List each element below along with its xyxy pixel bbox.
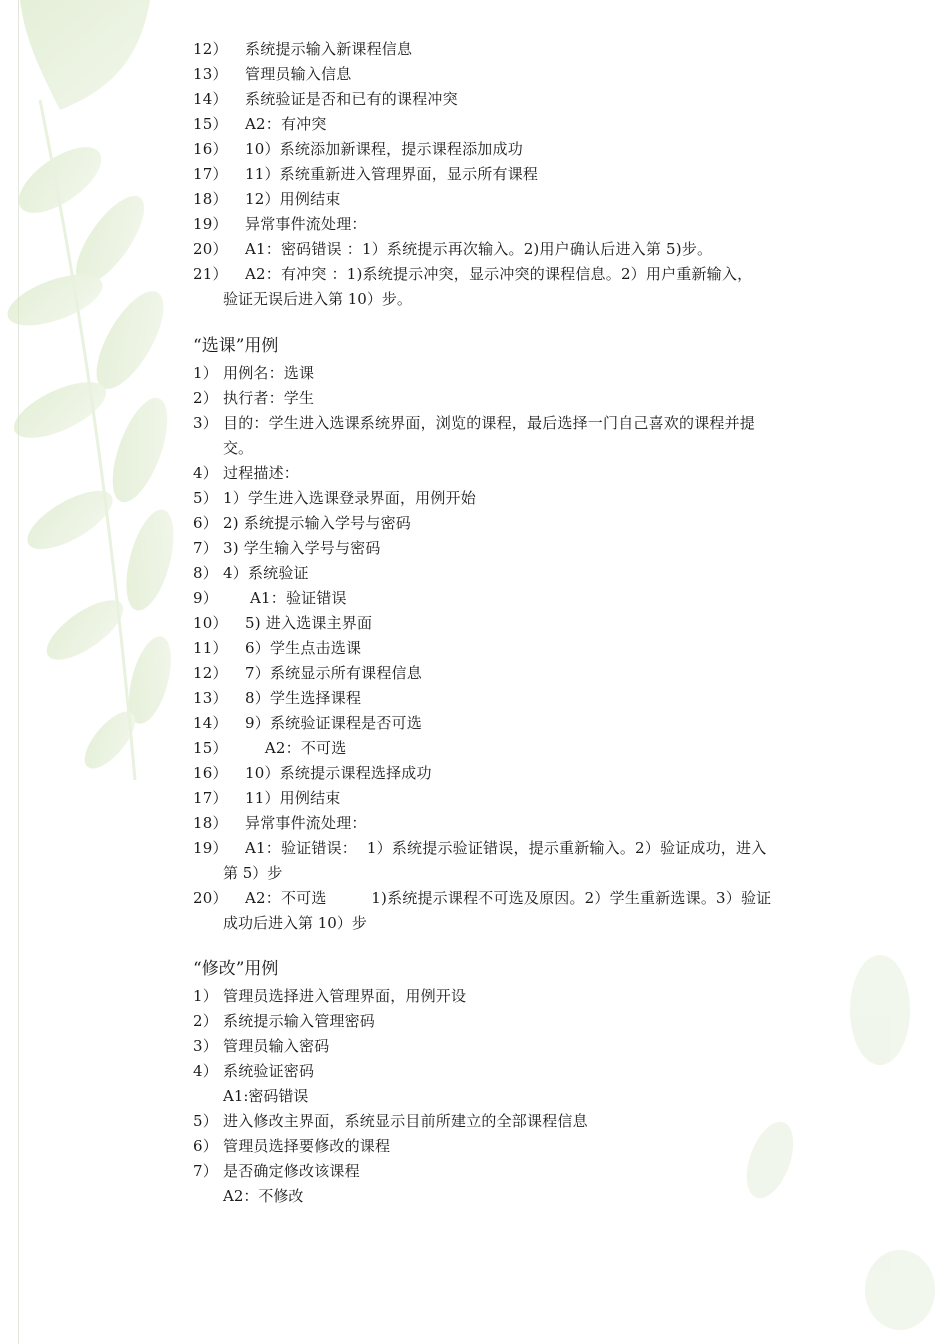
list-item: 7） 3) 学生输入学号与密码 <box>193 539 381 557</box>
list-item: 11） 6）学生点击选课 <box>193 639 362 657</box>
list-item: 2） 系统提示输入管理密码 <box>193 1012 376 1030</box>
list-item: 17） 11）用例结束 <box>193 789 341 807</box>
list-item: 5） 进入修改主界面，系统显示目前所建立的全部课程信息 <box>193 1112 588 1130</box>
list-item-continuation: 成功后进入第 10）步 <box>223 914 367 932</box>
list-item: 18） 异常事件流处理： <box>193 814 367 832</box>
list-item: 20） A2：不可选 1)系统提示课程不可选及原因。2）学生重新选课。3）验证 <box>193 889 772 907</box>
list-item: 6） 2) 系统提示输入学号与密码 <box>193 514 411 532</box>
list-item: 16） 10）系统提示课程选择成功 <box>193 764 432 782</box>
list-item: 20） A1：密码错误 ：1）系统提示再次输入。2)用户确认后进入第 5)步。 <box>193 240 713 258</box>
alt-flow-a2: A2：不修改 <box>223 1187 304 1205</box>
list-item: 19） 异常事件流处理： <box>193 215 367 233</box>
list-item: 6） 管理员选择要修改的课程 <box>193 1137 391 1155</box>
alt-flow-a1: A1:密码错误 <box>223 1087 309 1105</box>
list-item: 15） A2：有冲突 <box>193 115 327 133</box>
list-item: 13） 8）学生选择课程 <box>193 689 362 707</box>
list-item: 15） A2：不可选 <box>193 739 347 757</box>
list-item: 3） 目的：学生进入选课系统界面，浏览的课程，最后选择一门自己喜欢的课程并提 <box>193 414 756 432</box>
list-item: 10） 5) 进入选课主界面 <box>193 614 373 632</box>
list-item: 14） 9）系统验证课程是否可选 <box>193 714 422 732</box>
section-heading-select: “选课”用例 <box>193 336 279 356</box>
list-item: 1） 用例名：选课 <box>193 364 315 382</box>
list-item: 12） 系统提示输入新课程信息 <box>193 40 413 58</box>
list-item: 8） 4）系统验证 <box>193 564 309 582</box>
section-heading-modify: “修改”用例 <box>193 959 279 979</box>
list-item: 3） 管理员输入密码 <box>193 1037 330 1055</box>
list-item: 4） 系统验证密码 <box>193 1062 315 1080</box>
list-item: 7） 是否确定修改该课程 <box>193 1162 360 1180</box>
list-item: 14） 系统验证是否和已有的课程冲突 <box>193 90 458 108</box>
list-item-continuation: 第 5）步 <box>223 864 283 882</box>
list-item: 9） A1：验证错误 <box>193 589 347 607</box>
list-item: 1） 管理员选择进入管理界面，用例开设 <box>193 987 467 1005</box>
list-item: 5） 1）学生进入选课登录界面，用例开始 <box>193 489 476 507</box>
list-item-continuation: 验证无误后进入第 10）步。 <box>223 290 412 308</box>
list-item: 4） 过程描述： <box>193 464 300 482</box>
list-item: 17） 11）系统重新进入管理界面，显示所有课程 <box>193 165 539 183</box>
list-item: 16） 10）系统添加新课程，提示课程添加成功 <box>193 140 523 158</box>
list-item: 18） 12）用例结束 <box>193 190 341 208</box>
list-item: 19） A1：验证错误： 1）系统提示验证错误，提示重新输入。2）验证成功，进入 <box>193 839 767 857</box>
list-item: 12） 7）系统显示所有课程信息 <box>193 664 422 682</box>
list-item-continuation: 交。 <box>223 439 254 457</box>
list-item: 2） 执行者：学生 <box>193 389 315 407</box>
list-item: 13） 管理员输入信息 <box>193 65 352 83</box>
list-item: 21） A2：有冲突 ：1)系统提示冲突，显示冲突的课程信息。2）用户重新输入， <box>193 265 753 283</box>
